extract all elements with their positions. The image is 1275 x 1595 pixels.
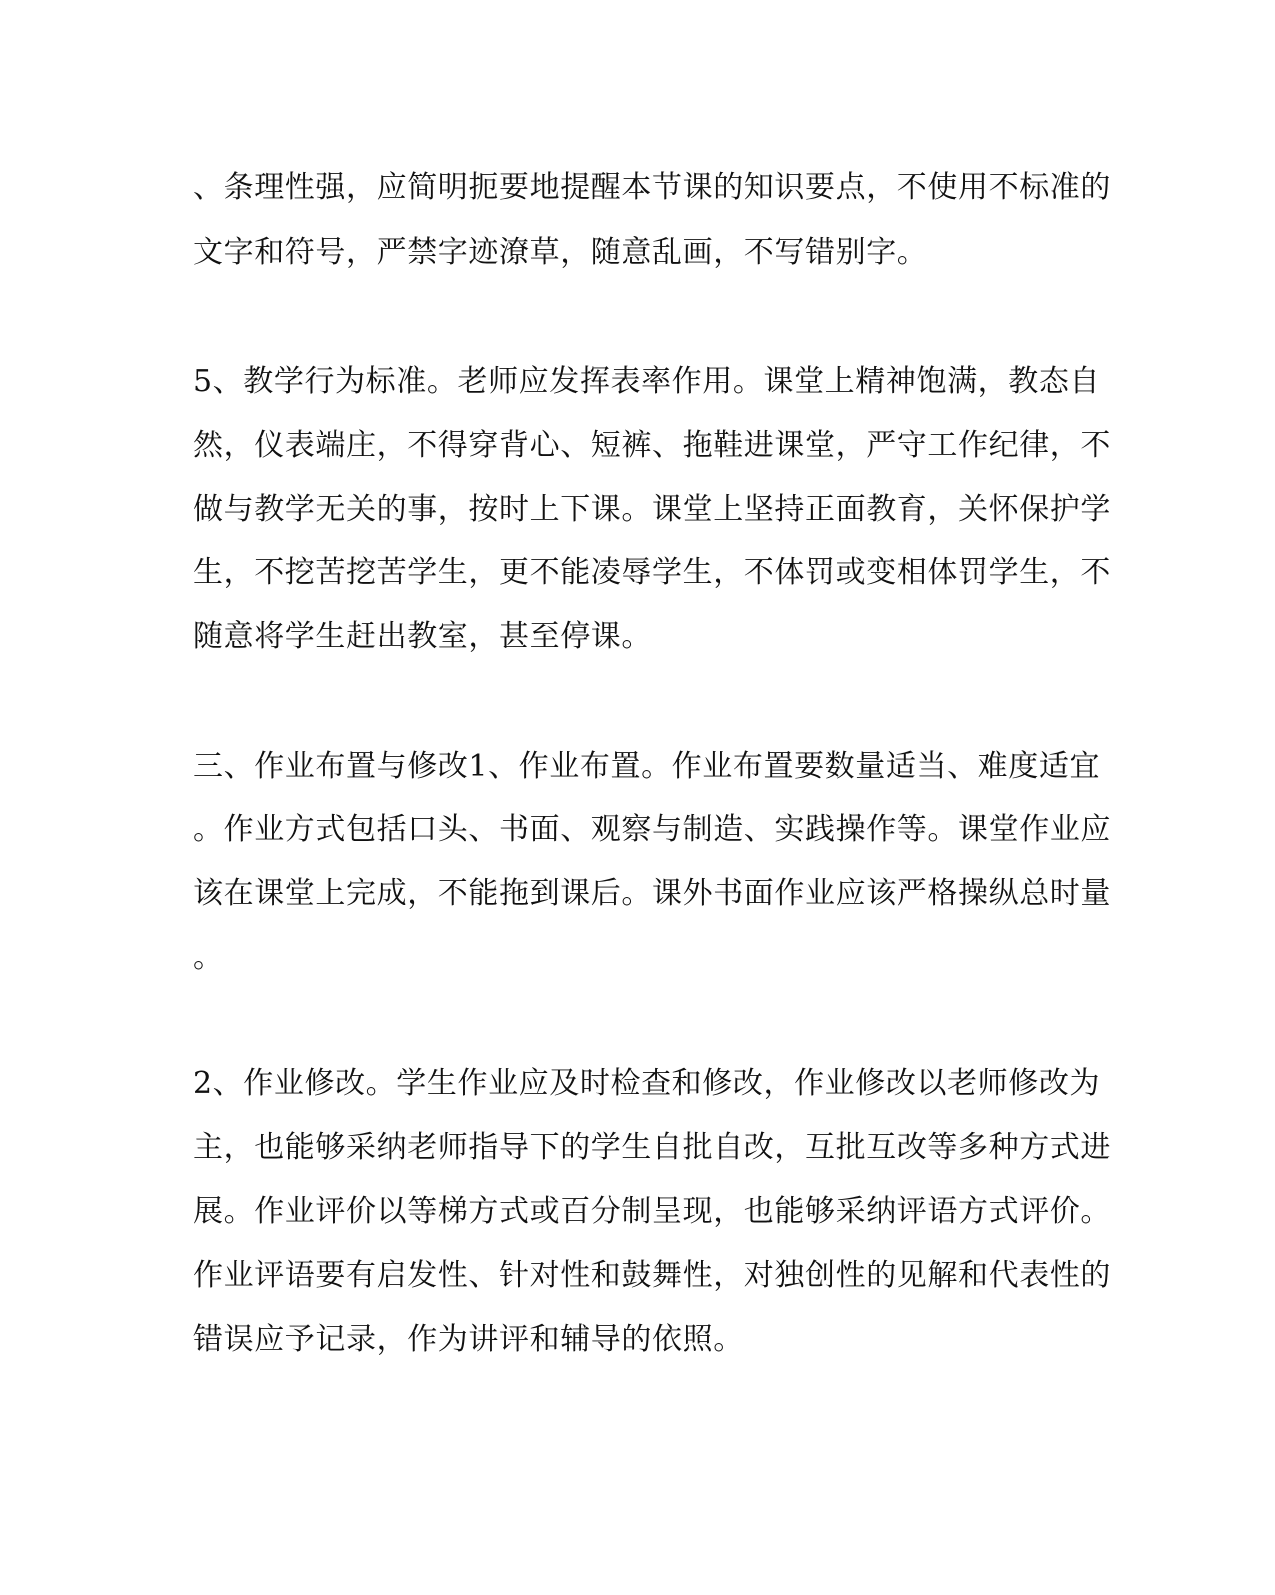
paragraph-3-line-4: 。 [193, 940, 224, 975]
paragraph-2-line-3: 做与教学无关的事，按时上下课。课堂上坚持正面教育，关怀保护学 [193, 492, 1111, 527]
paragraph-4-line-2: 主，也能够采纳老师指导下的学生自批自改，互批互改等多种方式进 [193, 1130, 1111, 1165]
paragraph-3-line-1: 三、作业布置与修改1、作业布置。作业布置要数量适当、难度适宜 [193, 749, 1101, 784]
paragraph-3-line-3: 该在课堂上完成，不能拖到课后。课外书面作业应该严格操纵总时量 [193, 876, 1111, 911]
paragraph-4-line-5: 错误应予记录，作为讲评和辅导的依照。 [193, 1322, 744, 1357]
paragraph-4-line-3: 展。作业评价以等梯方式或百分制呈现，也能够采纳评语方式评价。 [193, 1194, 1111, 1229]
paragraph-3-line-2: 。作业方式包括口头、书面、观察与制造、实践操作等。课堂作业应 [193, 812, 1111, 847]
paragraph-1-line-2: 文字和符号，严禁字迹潦草，随意乱画，不写错别字。 [193, 235, 928, 270]
paragraph-4-line-4: 作业评语要有启发性、针对性和鼓舞性，对独创性的见解和代表性的 [193, 1258, 1111, 1293]
paragraph-4-line-1: 2、作业修改。学生作业应及时检查和修改，作业修改以老师修改为 [193, 1066, 1101, 1101]
paragraph-1-line-1: 、条理性强，应简明扼要地提醒本节课的知识要点，不使用不标准的 [193, 170, 1111, 205]
paragraph-2-line-2: 然，仪表端庄，不得穿背心、短裤、拖鞋进课堂，严守工作纪律，不 [193, 428, 1111, 463]
paragraph-2-line-5: 随意将学生赶出教室，甚至停课。 [193, 619, 652, 654]
paragraph-2-line-1: 5、教学行为标准。老师应发挥表率作用。课堂上精神饱满，教态自 [193, 364, 1101, 399]
paragraph-2-line-4: 生，不挖苦挖苦学生，更不能凌辱学生，不体罚或变相体罚学生，不 [193, 555, 1111, 590]
